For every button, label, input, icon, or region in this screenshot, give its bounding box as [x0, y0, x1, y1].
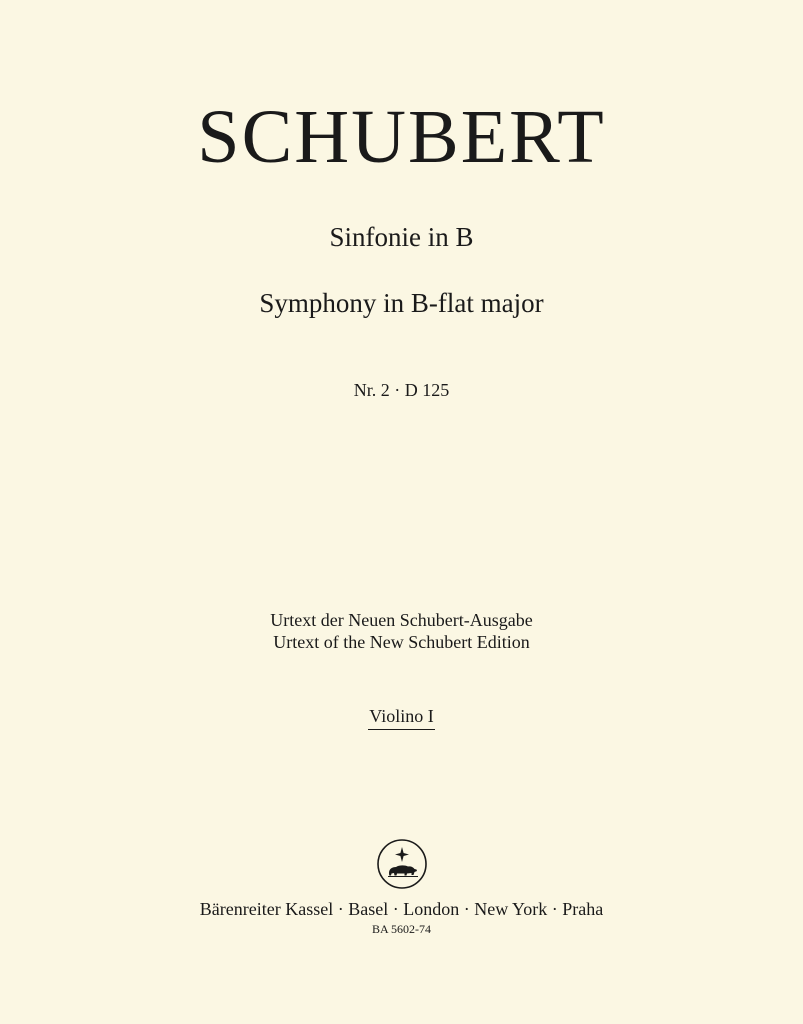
order-number: BA 5602-74 [371, 922, 431, 936]
publisher-cities: Bärenreiter Kassel · Basel · London · New York · Praha [199, 899, 604, 919]
title-english: Symphony in B-flat major [259, 288, 544, 318]
urtext-english: Urtext of the New Schubert Edition [273, 632, 530, 652]
baerenreiter-logo-icon [376, 838, 428, 890]
composer-name: SCHUBERT [197, 95, 606, 179]
title-german: Sinfonie in B [329, 222, 474, 252]
part-label: Violino I [368, 704, 434, 730]
part-label-wrapper [0, 704, 803, 730]
urtext-german: Urtext der Neuen Schubert-Ausgabe [270, 610, 533, 630]
catalog-number: Nr. 2 · D 125 [353, 380, 450, 400]
